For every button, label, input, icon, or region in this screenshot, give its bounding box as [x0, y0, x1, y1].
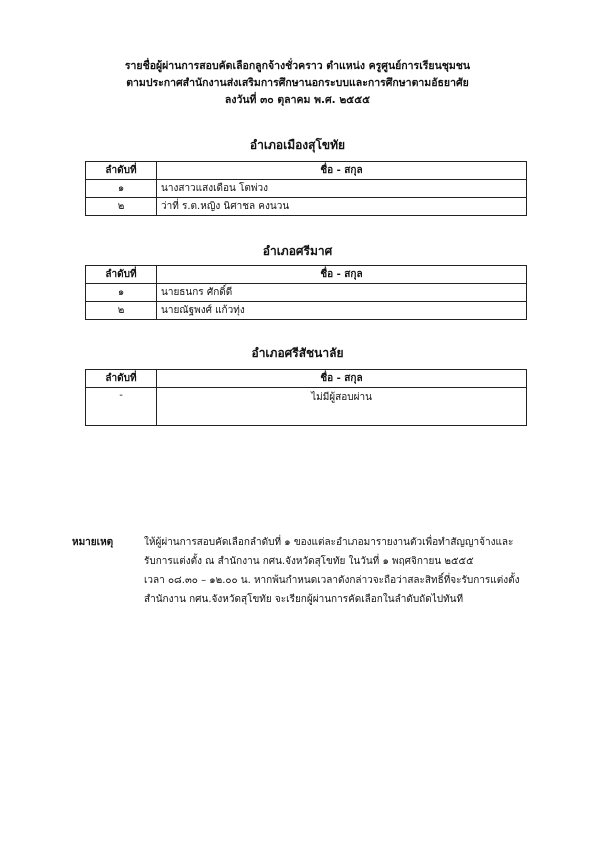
row-order: - [86, 388, 157, 426]
column-header-order: ลำดับที่ [86, 266, 157, 284]
header-date: ลงวันที่ ๓๐ ตุลาคม พ.ศ. ๒๕๕๕ [224, 94, 371, 106]
table-row [86, 388, 527, 426]
header-announcement: ตามประกาศสำนักงานส่งเสริมการศึกษานอกระบบและการศึกษาตามอัธยาศัย [126, 77, 469, 89]
row-order: ๑ [86, 284, 157, 302]
row-order: ๑ [86, 180, 157, 198]
table-si-satchanalai [85, 369, 527, 426]
table-row [86, 284, 527, 302]
table-header-row [86, 162, 527, 180]
column-header-name: ชื่อ - สกุล [157, 370, 527, 388]
header-title: รายชื่อผู้ผ่านการสอบคัดเลือกลูกจ้างชั่วคราว ตำแหน่ง ครูศูนย์การเรียนชุมชน [124, 60, 471, 72]
table-row [86, 302, 527, 320]
row-name: นายณัฐพงศ์ แก้วทุ่ง [157, 302, 527, 320]
table-row [86, 180, 527, 198]
table-row [86, 198, 527, 216]
column-header-name: ชื่อ - สกุล [157, 162, 527, 180]
column-header-order: ลำดับที่ [86, 370, 157, 388]
document-header [0, 58, 595, 109]
row-order: ๒ [86, 198, 157, 216]
table-header-row [86, 266, 527, 284]
row-order: ๒ [86, 302, 157, 320]
row-name: นางสาวแสงเดือน โตพ่วง [157, 180, 527, 198]
row-name: นายธนกร ศักดิ์ดี [157, 284, 527, 302]
remark-line: รับการแต่งตั้ง ณ สำนักงาน กศน.จังหวัดสุโขทัย ในวันที่ ๑ พฤศจิกายน ๒๕๕๕ [144, 556, 474, 567]
row-name: ว่าที่ ร.ต.หญิง นิศาชล คงนวน [157, 198, 527, 216]
remark-line: สำนักงาน กศน.จังหวัดสุโขทัย จะเรียกผู้ผ่านการคัดเลือกในลำดับถัดไปทันที [144, 594, 464, 605]
remark-text [144, 533, 534, 609]
section-title-si-satchanalai: อำเภอศรีสัชนาลัย [251, 346, 344, 360]
table-mueang-sukhothai [85, 161, 527, 216]
column-header-order: ลำดับที่ [86, 162, 157, 180]
section-title-si-mat: อำเภอศรีมาศ [262, 244, 333, 258]
section-title-mueang-sukhothai: อำเภอเมืองสุโขทัย [249, 138, 346, 152]
row-name: ไม่มีผู้สอบผ่าน [157, 388, 527, 426]
remark-line: เวลา ๐๘.๓๐ – ๑๒.๐๐ น. หากพ้นกำหนดเวลาดังกล่าวจะถือว่าสละสิทธิ์ที่จะรับการแต่งตั้ง [144, 575, 520, 586]
table-si-mat [85, 265, 527, 320]
remark-label: หมายเหตุ [72, 537, 114, 548]
table-header-row [86, 370, 527, 388]
column-header-name: ชื่อ - สกุล [157, 266, 527, 284]
remark-line: ให้ผู้ผ่านการสอบคัดเลือกลำดับที่ ๑ ของแต่ละอำเภอมารายงานตัวเพื่อทำสัญญาจ้างและ [144, 537, 514, 548]
